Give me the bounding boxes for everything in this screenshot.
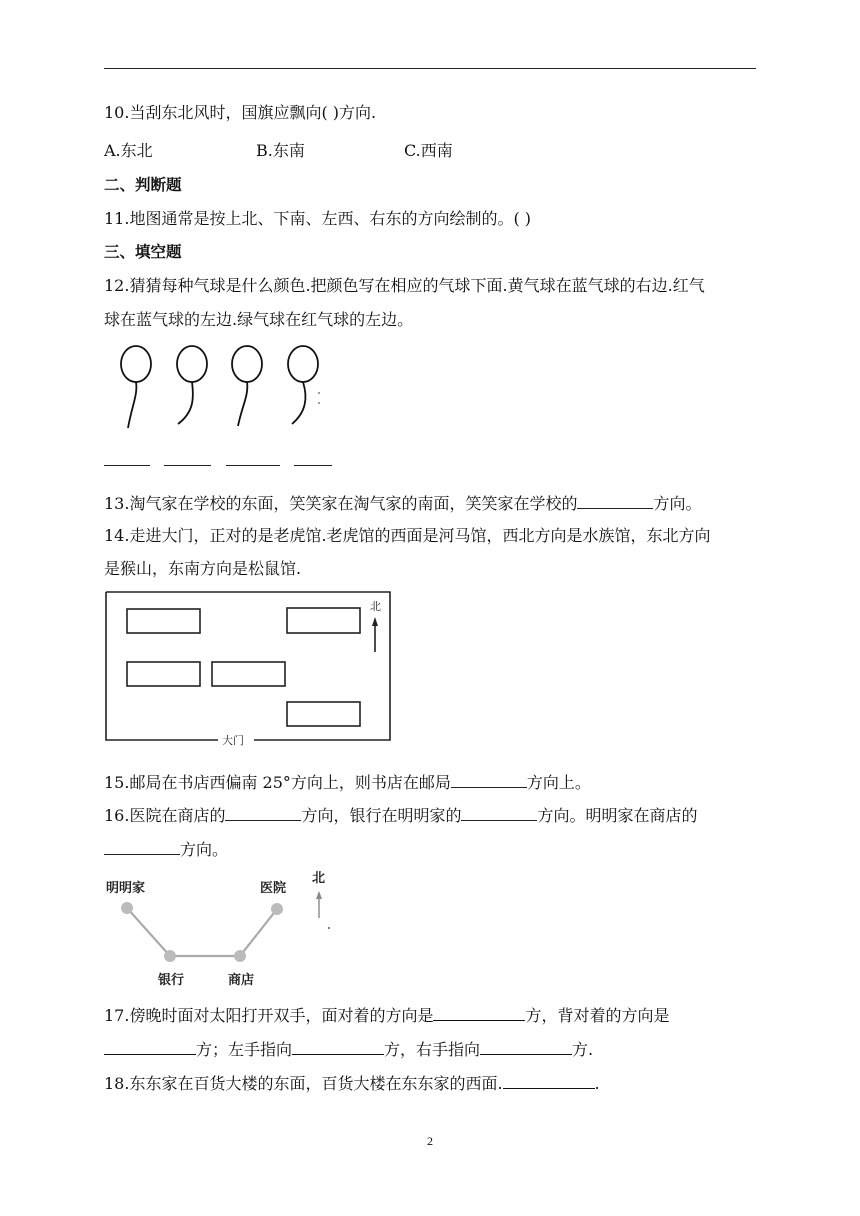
map-border-left [106,592,218,740]
question-14-line2: 是猴山，东南方向是松鼠馆. [104,559,302,578]
balloon-2-string [178,382,193,424]
question-11: 11.地图通常是按上北、下南、左西、右东的方向绘制的。( ) [104,209,532,228]
map-gate-label: 大门 [222,734,244,747]
answer-blank [104,838,180,855]
question-10-options [104,141,756,161]
answer-blank [480,1038,572,1055]
label-hospital: 医院 [260,881,287,896]
question-12-line1: 12.猜猜每种气球是什么颜色.把颜色写在相应的气球下面.黄气球在蓝气球的右边.红气 [104,276,705,295]
question-15 [104,771,591,793]
north-arrow-icon [372,617,378,626]
label-bank: 银行 [158,973,185,988]
node-shop [234,950,246,962]
question-16-line1: 16.医院在商店的 方向，银行在明明家的 方向。明明家在商店的 [104,806,698,825]
answer-blank [461,804,537,821]
balloon-3-string [238,382,247,426]
map-north-label: 北 [370,600,381,613]
section-heading-fill-blank: 三、填空题 [104,243,182,261]
balloon-1-icon [121,346,151,382]
question-14-line1: 14.走进大门，正对的是老虎馆.老虎馆的西面是河马馆，西北方向是水族馆，东北方向 [104,526,711,545]
balloon-3-answer-line [226,465,280,466]
balloon-1-answer-line [104,465,150,466]
north-arrow-icon [316,891,322,899]
balloon-1-string [128,382,136,428]
question-13 [104,492,701,514]
map-box-west [127,662,200,686]
label-shop: 商店 [228,973,255,988]
header-rule [104,68,756,69]
question-16-line2: 方向。 [104,838,228,860]
node-bank [164,950,176,962]
option-c: C.西南 [404,141,453,160]
answer-blank [225,804,301,821]
label-north: 北 [312,871,326,886]
question-15-text: 15.邮局在书店西偏南 25°方向上，则书店在邮局 [104,773,451,792]
answer-blank [292,1038,384,1055]
node-mingming [121,902,133,914]
map-box-northeast [287,608,360,633]
option-b: B.东南 [256,141,305,160]
question-17-line1: 17.傍晚时面对太阳打开双手，面对着的方向是 方，背对着的方向是 [104,1006,670,1025]
balloon-3-icon [232,346,262,382]
answer-blank [503,1072,595,1089]
question-13-tail: 方向。 [653,494,702,513]
option-a: A.东北 [104,141,153,160]
answer-blank [577,492,653,509]
question-13-text: 13.淘气家在学校的东面，笑笑家在淘气家的南面，笑笑家在学校的 [104,494,578,513]
balloon-2-answer-line [164,465,211,466]
route-map-figure [104,866,344,990]
question-18: 18.东东家在百货大楼的东面，百货大楼在东东家的西面. . [104,1074,600,1093]
label-mingming: 明明家 [106,881,146,896]
answer-blank [104,1038,196,1055]
balloon-4-string [292,382,305,424]
balloon-2-icon [177,346,207,382]
question-10: 10.当刮东北风时，国旗应飘向( )方向. [104,103,377,122]
balloon-4-icon [288,346,318,382]
page-number: 2 [427,1134,433,1148]
balloon-4-answer-line [294,465,332,466]
answer-blank [433,1004,525,1021]
balloons-figure [110,340,340,435]
node-hospital [271,903,283,915]
zoo-map-figure [104,590,394,750]
map-border [106,592,390,740]
map-box-center [212,662,285,686]
question-15-tail: 方向上。 [526,773,591,792]
section-heading-judgement: 二、判断题 [104,176,182,194]
map-box-northwest [127,609,200,633]
map-box-southeast [287,702,360,726]
answer-blank [451,771,527,788]
question-17-line2: 方；左手指向 方，右手指向 方. [104,1038,593,1060]
question-12-line2: 球在蓝气球的左边.绿气球在红气球的左边。 [104,310,414,329]
